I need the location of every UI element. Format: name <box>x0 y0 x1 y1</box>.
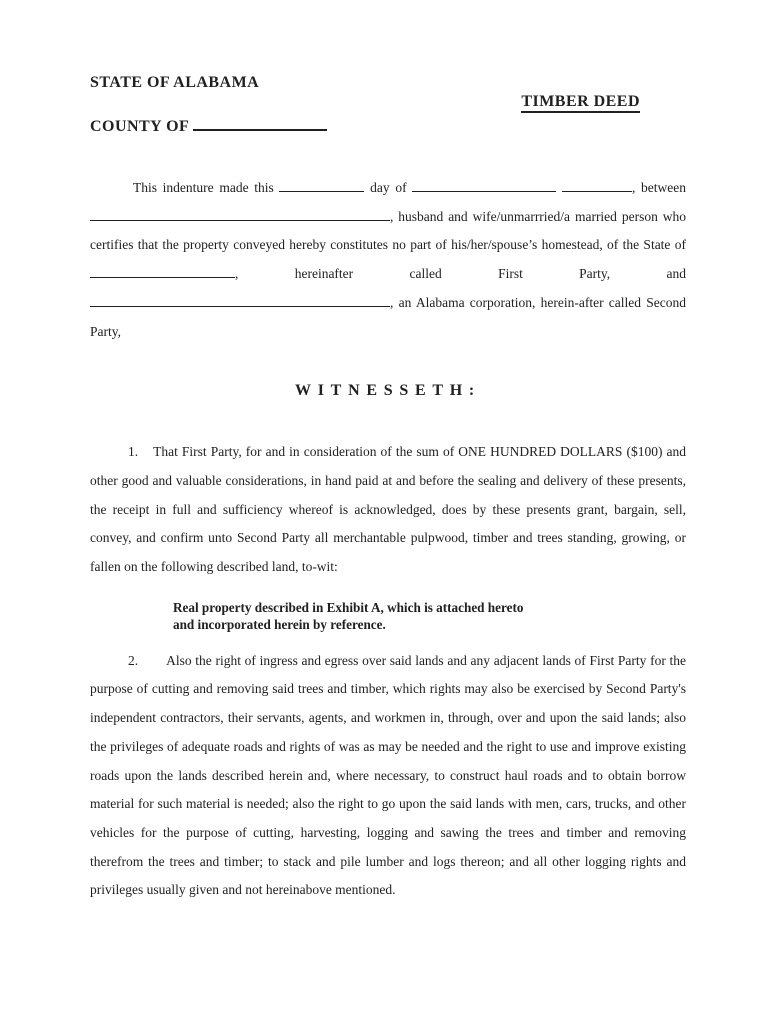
fill-in-blank[interactable] <box>90 293 390 307</box>
fill-in-blank[interactable] <box>90 207 390 221</box>
paragraph-2: 2. Also the right of ingress and egress over said lands and any adjacent lands of First Party for the purpose of cutting and removing said trees and timber, which rights may also be exercised by Second Party's independent contractors, their servants, agents, and workmen in, through, over and upon the said lands; also the privileges of adequate roads and rights of was as may be needed and the right to use and improve existing roads upon the lands described herein and, where necessary, to construct haul roads and to obtain borrow material for such material is needed; also the right to go upon the said lands with men, cars, trucks, and other vehicles for the purpose of cutting, harvesting, logging and sawing the trees and timber and removing therefrom the trees and timber; to stack and pile lumber and logs thereon; and all other logging rights and privileges usually given and not hereinabove mentioned. <box>90 652 686 898</box>
fill-in-blank[interactable] <box>90 264 235 278</box>
state-heading: STATE OF ALABAMA <box>90 74 260 91</box>
paragraph-1: 1. That First Party, for and in consideration of the sum of ONE HUNDRED DOLLARS ($100) and other good and valuable considerations, in hand paid at and before the sealing and delivery of these presents, the receipt in full and sufficiency whereof is acknowledged, does by these presents grant, bargain, sell, convey, and confirm unto Second Party all merchantable pulpwood, timber and trees standing, growing, or fallen on the following described land, to-wit: <box>90 444 686 575</box>
paragraph-number: 2. <box>128 652 139 668</box>
fill-in-blank[interactable] <box>279 178 364 192</box>
county-line: COUNTY OF <box>90 115 686 136</box>
fill-in-blank[interactable] <box>562 178 632 192</box>
witnesseth-heading: WITNESSETH: <box>295 382 481 400</box>
paragraph-number: 1. <box>128 444 139 460</box>
fill-in-blank[interactable] <box>193 115 327 131</box>
document-title: TIMBER DEED <box>521 93 640 113</box>
title-row <box>90 92 686 111</box>
exhibit-clause: Real property described in Exhibit A, which is attached hereto and incorporated herein by reference. <box>173 599 524 632</box>
intro-paragraph: This indenture made this day of , between , husband and wife/unmarrried/a married person who certifies that the property conveyed hereby constitutes no part of his/her/spouse’s homestead, of the State of , hereinafter called First Party, and , an Alabama corporation, herein-after called Second Party, <box>90 180 686 339</box>
fill-in-blank[interactable] <box>412 178 556 192</box>
